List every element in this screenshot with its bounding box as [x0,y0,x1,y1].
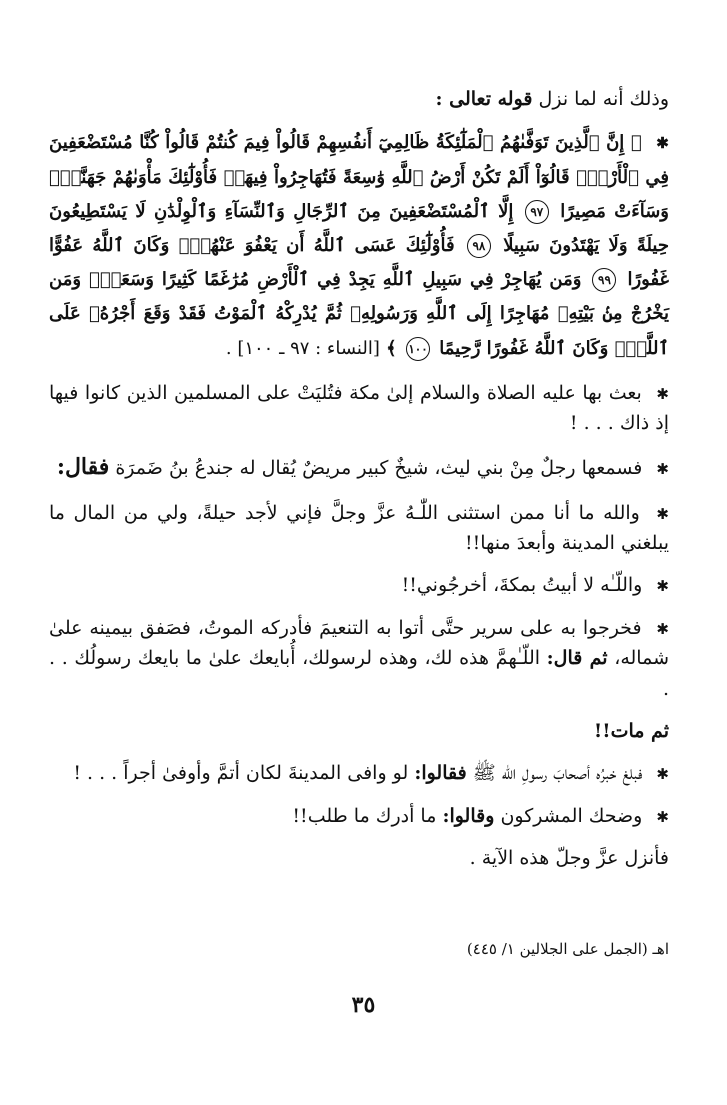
bullet-icon: ✱ [656,134,669,153]
bullet-icon: ✱ [656,807,669,826]
paragraph-text: ثم مات!! [593,720,669,743]
bullet-icon: ✱ [656,504,669,523]
intro-line [49,84,669,114]
quran-citation: [النساء : ٩٧ ـ ١٠٠] . [225,337,380,359]
paragraph [49,758,669,788]
intro-emphasis: قوله تعالى : [435,88,533,110]
paragraph-text: فأنزل عزَّ وجلّ هذه الآية . [469,847,669,870]
ayah-number-icon: ٩٨ [467,234,491,258]
paragraph [49,378,669,439]
bullet-icon: ✱ [656,619,669,638]
paragraph [49,843,669,873]
bullet-icon: ✱ [656,384,669,403]
paragraph-text: لو وافى المدينةَ لكان أتمَّ وأوفىٰ أجراً . . . ! [73,762,409,785]
quran-segment: إِنَّ ٱلَّذِينَ تَوَفَّىٰهُمُ ٱلْمَلَٰٓئِكَةُ ظَالِمِيٓ أَنفُسِهِمْ قَالُواْ فِيمَ كُنتُمْ قَالُواْ كُنَّا مُسْتَضْعَفِينَ فِي ٱلْأَرْضِۚ قَالُوٓاْ أَلَمْ تَكُنْ أَرْضُ ٱللَّهِ وَٰسِعَةً فَتُهَاجِرُواْ فِيهَاۚ فَأُوْلَٰٓئِكَ مَأْوَىٰهُمْ جَهَنَّمُۖ وَسَآءَتْ مَصِيرًا [49,132,669,222]
paragraph [49,613,669,704]
paragraph [49,498,669,559]
quran-passage [49,126,669,365]
footnote: اهـ (الجمل على الجلالين ١/ ٤٤٥) [466,940,669,958]
paragraph-text: وضحك المشركون [500,804,643,827]
bullet-icon: ✱ [656,577,669,596]
quran-close-bracket: ﴾ [386,337,397,359]
paragraph-text: والله ما أنا ممن استثنى اللّٰـهُ عزَّ وجلَّ فإني لأجد حيلةً، ولي من المال ما يبلغني المدينة وأبعدَ منها!! [49,501,669,555]
paragraph-text: فخرجوا به على سرير حتَّى أتوا به التنعيمَ فأدركه الموتُ، فصَفق بيمينه علىٰ شماله، [49,616,669,670]
main-text [49,84,669,886]
ayah-number-icon: ١٠٠ [406,337,430,361]
ayah-number-icon: ٩٧ [525,200,549,224]
intro-text: وذلك أنه لما نزل [538,88,669,110]
paragraph-text: فبلغ خبرُه أصحابَ رسولِ الله ﷺ [472,762,643,785]
quran-segment: إِلَّا ٱلْمُسْتَضْعَفِينَ مِنَ ٱلرِّجَالِ وَٱلنِّسَآءِ وَٱلْوِلْدَٰنِ لَا يَسْتَطِيعُونَ حِيلَةً وَلَا يَهْتَدُونَ سَبِيلًا [49,200,669,256]
paragraph [49,801,669,831]
paragraph-emphasis: وقالوا: [442,804,495,827]
paragraph [49,716,669,746]
paragraph-emphasis: ثم قال: [546,647,608,670]
paragraph [49,450,669,485]
paragraph-text: بعث بها عليه الصلاة والسلام إلىٰ مكة فتُليَتْ على المسلمين الذين كانوا فيها إذ ذاك . . . ! [49,381,669,435]
bullet-icon: ✱ [656,460,669,479]
paragraph-text: اللّـٰهمَّ هذه لك، وهذه لرسولك، أُبايعك علىٰ ما بايعك رسولُك . . . [49,647,669,700]
quran-segment: وَمَن يُهَاجِرْ فِي سَبِيلِ ٱللَّهِ يَجِدْ فِي ٱلْأَرْضِ مُرَٰغَمًا كَثِيرًا وَسَعَةًۚ وَمَن يَخْرُجْ مِنۢ بَيْتِهِۦ مُهَاجِرًا إِلَى ٱللَّهِ وَرَسُولِهِۦ ثُمَّ يُدْرِكْهُ ٱلْمَوْتُ فَقَدْ وَقَعَ أَجْرُهُۥ عَلَى ٱللَّهِۗ وَكَانَ ٱللَّهُ غَفُورًا رَّحِيمًا [49,269,669,359]
paragraph [49,570,669,600]
quran-open-bracket: ﴿ [630,132,642,154]
page-number: ٣٥ [351,992,376,1018]
quran-segment: فَأُوْلَٰٓئِكَ عَسَى ٱللَّهُ أَن يَعْفُوَ عَنْهُمْۚ وَكَانَ ٱللَّهُ عَفُوًّا غَفُورًا [49,234,669,291]
paragraph-text: واللّـٰه لا أبيتُ بمكةَ، أخرجُوني!! [401,574,643,597]
paragraph-text: فسمعها رجلٌ مِنْ بني ليث، شيخٌ كبير مريضٌ يُقال له جندعُ بنُ ضَمرَة [115,457,643,480]
paragraph-text: ما أدرك ما طلب!! [292,804,437,827]
paragraph-emphasis: فقال: [56,454,110,481]
ayah-number-icon: ٩٩ [592,268,616,292]
paragraph-emphasis: فقالوا: [414,762,467,785]
bullet-icon: ✱ [656,765,669,784]
